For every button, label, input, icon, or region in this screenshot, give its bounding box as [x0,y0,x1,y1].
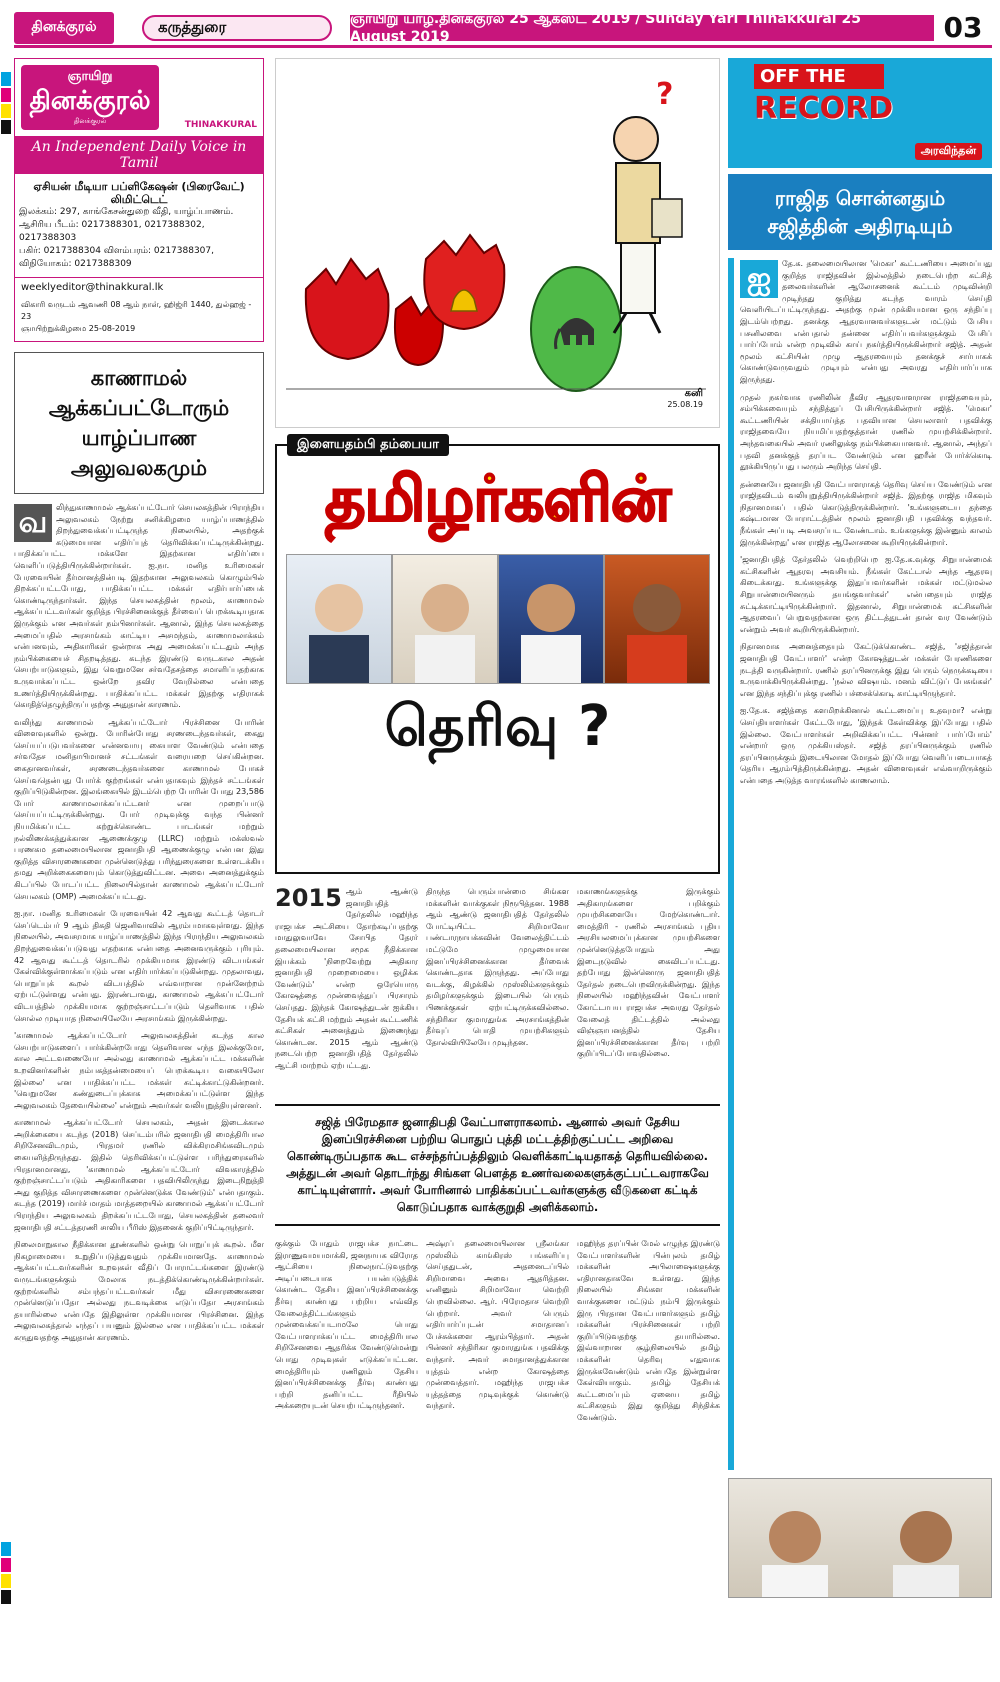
editorial-dropcap: வ [14,504,52,542]
cmyk-cell [1,1558,11,1572]
masthead-logo [21,65,159,130]
feature-paragraph: ஆம் ஆண்டு ஜனாதிபதித் தேர்தலில் மஹிந்த ராஜபக்ச அட்சியை தோற்கடிப்பதற்கு மாதுலுவாவே சோபித தேரர் தலைமையிலான சமூக நீதிக்கான இயக்கம் 'நிறைவேற்று அதிகார ஜனாதிபதி முறைமையை ஒழிக்க வேண்டும்' என்ற ஒரேயொரு கோஷத்தை முன்வைத்துப் பிரசாரம் செய்தது. இந்தக் கோஷத்துடன் ஐக்கிய தேசியக் கட்சி மற்றும் அதன் கூட்டணிக் கட்சிகள் அனைத்தும் இணைந்து கொண்டன. 2015 ஆம் ஆண்டு நடைபெற்ற ஜனாதிபதித் தேர்தலில் ஆட்சி மாற்றம் ஏற்பட்டது. [275,887,418,1070]
date-line: ஞாயிறு யாழ்.தினக்குரல் 25 ஆகஸ்ட் 2019 / Sunday Yarl Thinakkural 25 August 2019 [350,15,934,41]
masthead-day: ஞாயிறு [67,69,113,84]
cartoon-signature [667,388,703,409]
otr-title-line2: RECORD [754,91,894,126]
feature-column: குக்கும் போதும் ராஜபக்ச நாட்டை இராணுவமயமாக்கி, ஜனநாயக விரோத ஆட்சியை நிலைநாட்டுவதற்கு அடிப்படையாக பயன்படுத்திக் கொண்ட தேசிய இனப்பிரச்சினைக்கு தீர்வு காண்பது பற்றிய எவ்வித வேலைத்திட்டங்களும் முன்வைக்கப்படாமலே பொது வேட்பாளராக்கப்பட்ட மைத்திரிபால சிறிசேனவை ஆதரிக்க வேண்டுமென்று பொது முடிவுகள் எடுக்கப்பட்டன. மைத்திரியும் ரணிலும் தேசிய இனப்பிரச்சினைக்கு தீர்வு காண்பது பற்றி தனிப்பட்ட ரீதியில் அக்கறையுடன் செயற்பட்டிருந்தனர். [275,1239,418,1411]
editorial-headline: காணாமல் ஆக்கப்பட்டோரும் யாழ்ப்பாண அலுவலகமும் [14,352,264,494]
feature-column: அஷ்ரப் தலைமையிலான ஸ்ரீலங்கா முஸ்லிம் காங்கிரஸ் பங்களிப்பு செய்ததுடன், அதனைடப்பில் சிறிமாவை அவை ஆதரித்தன. எனினும் சிறிமாவோ வெற்றி பெறவில்லை. ஆர். பிரேமதாச வெற்றி பெற்றார். அவர் பெரும் எதிர்பார்ப்புடன் சமாதானப் பேச்சுக்களை ஆரம்பித்தார். அதன் பின்னர் சந்திரிகா குமாரதுங்க பதவிக்கு வந்தார். அவர் சமாதானத்துக்கான யுத்தம் என்ற கோஷத்தை முன்வைத்தார். மஹிந்த ராஜபக்ச யுத்தத்தை முடிவுக்குக் கொண்டு வந்தார். [426,1239,569,1411]
editorial-paragraph: நிலைமாறுகால நீதிக்கான தூண்களில் ஒன்று பொறுப்புக் கூறல். மீள நிகழாமையை உறுதிப்படுத்துவதும் முக்கியமானதே. காணாமல் ஆக்கப்பட்டவர்களின் உறவுகள் வீதிப் போராட்டங்களை இரண்டு வருடங்களுக்கும் மேலாக நடத்திக்கொண்டிருக்கின்றார்கள். குற்றங்களில் சம்பந்தப்பட்டவர்கள் மீது விசாரணைகளை முன்னெடுப்பதோ அல்லது நடவடிக்கை எடுப்பதோ அரசாங்கம் தயாரில்லை என்பதே இதிலுள்ள முக்கியமான பிரச்சினை. இந்த அலுவலகத்தால் எந்தப் பயனும் இல்லை என பாதிக்கப்பட்ட மக்கள் கருதுவதற்கு அதுதான் காரணம். [14,1240,264,1342]
feature-pull-quote: சஜித் பிரேமதாச ஜனாதிபதி வேட்பாளராகலாம். ஆனால் அவர் தேசிய இனப்பிரச்சினை பற்றிய பொதுப் புத்தி மட்டத்திற்குட்பட்ட அறிவை கொண்டிருப்பதாக கூட எச்சந்தர்ப்பத்திலும் வெளிக்காட்டியதாகத் தெரியவில்லை. அத்துடன் அவர் தொடர்ந்து சிங்கள பௌத்த உணர்வலைகளுக்குட்பட்டவராகவே காட்டியுள்ளார். அவர் போரினால் பாதிக்கப்பட்டவர்களுக்கு வீடுகளை கட்டிக் கொடுப்பதாக வாக்குறுதி அளிக்கலாம். [275,1104,720,1226]
cmyk-cell [1,1590,11,1604]
svg-text:?: ? [656,77,674,112]
editor-email[interactable]: weeklyeditor@thinakkural.lk [15,277,263,297]
column-body [728,258,992,1470]
feature-subheadline: தெரிவு ? [384,694,611,759]
column-photo [728,1478,992,1598]
feature-year: 2015 [275,886,342,912]
masthead-tagline: An Independent Daily Voice in Tamil [15,136,263,174]
editorial-paragraph: 'காணாமல் ஆக்கப்பட்டோர் அலுவலகத்தின் கடந்த கால செயற்பாடுகளைப் பார்க்கின்றபோது தெளிவான எந்த இலக்குமோ, கால அட்டவணையோ அல்லது காணாமல் ஆக்கப்பட்ட மக்களின் உறவினர்களின் நம்பகத்தன்மையைப் பெறக்கூடிய வகையிலோ இல்லை' என பாதிக்கப்பட்ட மக்கள் சுட்டிக்காட்டுகின்றனர். 'வெறுமனே கண்துடைப்புக்காக அமைக்கப்பட்டுள்ள இந்த அலுவலகம் தேவையில்லை' என்றும் அவர்கள் வலியுறுத்தியுள்ளனர். [14,1031,264,1110]
candidate-photo [286,554,392,684]
cartoon-illustration [276,59,719,427]
person-silhouette-icon [506,563,596,683]
off-the-record-banner [728,58,992,168]
cmyk-strip-top [0,70,12,136]
cmyk-strip-bottom [0,1540,12,1606]
cmyk-cell [1,72,11,86]
political-cartoon [275,58,720,428]
column-paragraph: நிதானமாக அனைத்தையும் கேட்டுக்கொண்ட சஜித், 'சஜித்தான் ஜனாதிபதி வேட்பாளர்' என்ற கோஷத்துடன் மக்கள் பேரணிகளை நடத்தி வருகின்றார். ரணில் தரப்பினருக்கு இது பெரும் நெருக்கடியை உருவாக்கியிருக்கின்றது. 'நல்ல விஷயம். மனம் விட்டுப் பேசுங்கள்' என இந்த சந்திப்புக்கு ரணில் பச்சைக்கொடி காட்டியிருந்தார். [740,642,992,698]
masthead-name-sub: தினக்குரல் [73,117,107,125]
right-column [728,58,992,1668]
publisher-address: இலக்கம்: 297, காங்கேசன்துறை வீதி, யாழ்ப்பாணம். [19,207,234,217]
publisher-info [15,174,263,277]
editorial-paragraph: ஐ.நா. மனித உரிமைகள் பேரவையின் 42 ஆவது கூட்டத் தொடர் செப்டெம்பர் 9 ஆம் திகதி ஜெனிவாவில் ஆரம்பமாகவுள்ளது. இந்த நிலையில், அவசரமாக யாழ்ப்பாணத்தில் இந்த பிராந்திய அலுவலகம் திறந்துவைக்கப்படுவது எதற்காக என்பதை அனைவருக்கும் புரியும். 42 ஆவது கூட்டத் தொடரில் முக்கியமாக இரண்டு விடயங்கள் கேள்விக்குள்ளாக்கப்படும் என எதிர்பார்க்கப்படுகின்றது. முதலாவது, பொறுப்புக் கூறல் விடயத்தில் எவ்வாறான முன்னேற்றம் ஏற்பட்டுள்ளது என்பது. இரண்டாவது, காணாமல் ஆக்கப்பட்டோர் விடயத்தில் முக்கியமாக குற்றஞ்சாட்டப்படும் தெளிவாக பதில் சொல்ல முடியாத நிலையிலேயே அரசாங்கம் இருக்கின்றது. [14,909,264,1023]
feature-column: திருந்த பெரும்பான்மை சிங்கள மக்களின் வாக்குகள் நிரூபித்தன. 1988 ஆம் ஆண்டு ஜனாதிபதித் தேர்தலில் போட்டியிட்ட சிறிமாவோ பண்டாரநாயக்கவின் வேலைத்திட்டம் மட்டுமே முழுமையான இனப்பிரச்சினைக்கான தீர்வைக் கொண்டதாக இருந்தது. அப்போது வடக்கு, கிழக்கில் முஸ்லிம்களுக்கும் தமிழர்களுக்கும் இடையில் பெரும் பிணக்குகள் ஏற்பட்டிருக்கவில்லை. சந்திரிகா குமாரதுங்க அரசாங்கத்தின் தீர்வுப் பொதி முயற்சிகளும் தோல்வியிலேயே முடிந்தன. [426,887,569,1047]
publisher-phones-2: பகிர்: 0217388304 விளம்பரம்: 0217388307, விநியோகம்: 0217388309 [19,246,214,269]
column-paragraph: 'ஜனாதிபதித் தேர்தலில் வெற்றிபெற ஐ.தே.க.வுக்கு சிறுபான்மைக் கட்சிகளின் ஆதரவு அவசியம். நீங்கள் கேட்டால் அந்த ஆதரவு கிடைக்காது. உங்களுக்கு இதுப்பவர்களின் மக்கள் மட்டுமல்ல சிறுபான்மையினரும் தயங்குவார்கள்' என்பதையும் ராஜித சுட்டிக்காட்டியிருக்கின்றார். இதனால், சிறுபான்மைக் கட்சிகளின் ஆதரவைப் பெறுவதற்கான ஒரு திட்டத்துடன் தான் வர வேண்டும் என்றும் அவர் கூறியிருக்கின்றார். [740,555,992,634]
masthead-brand [15,59,263,136]
candidate-photos [277,554,718,684]
person-silhouette-icon [871,1487,981,1597]
header-logo: தினக்குரல் [14,12,114,44]
column-headline: ராஜித சொன்னதும் சஜித்தின் அதிரடியும் [728,174,992,250]
masthead-dateline-2: ஞாயிற்றுக்கிழமை 25-08-2019 [21,324,136,333]
column-author: அரவிந்தன் [915,143,982,160]
cartoonist-name: கனி [684,388,703,399]
column-paragraph: முதல் நகர்வாக ரணிலின் தீவிர ஆதரவாளரான ராஜிதவையும், சம்பிக்கவையும் சந்தித்துப் பேசியிருக்கின்றார் சஜித். 'மெகா' கூட்டணியின் சக்தியாய்த்த பதவியான செயலாளர் பதவிக்கு ராஜிதவையே நியமிப்பதற்குத்தான் ரணில் முயற்சிக்கின்றார். அந்தவகையில் அவர் ரணிலுக்கு நம்பிக்கையானவர். ஆனால், அந்தப் பதவி தனக்குத் தரப்பட வேண்டும் என ஹரீன் போர்க்கொடி தூக்கியிருப்பது பலரும் அறிந்த செய்தி. [740,392,992,472]
page-number: 03 [943,11,983,44]
feature-body-top [275,886,720,1096]
feature-column: மஹிந்த தரப்பின் மேல் எழுந்த இரண்டு வேட்பாளர்களின் பின்புலம் தமிழ் மக்களின் அபிலாஷைகளுக்கு எதிரானதாகவே உள்ளது. இந்த நிலையில் சிங்கள மக்களின் வாக்குகளை மட்டும் நம்பி இருக்கும் இரு பிரதான வேட்பாளர்களும் தமிழ் மக்களின் பிரச்சினைகள் பற்றி குறிப்பிடுவதற்கு தயாரில்லை. இவ்வாறான சூழ்நிலையில் தமிழ் மக்களின் தெரிவு எதுவாக இருக்கவேண்டும் என்பதே இன்றுள்ள கேள்வியாகும். தமிழ் தேசியக் கூட்டமைப்பும் ஏனைய தமிழ் கட்சிகளும் இது குறித்து சிந்திக்க வேண்டும். [577,1239,720,1422]
editorial-body [14,502,264,1637]
person-silhouette-icon [400,563,490,683]
column-paragraph: தே.க. தலைமையிலான 'மெகா' கூட்டணியை அமைப்பது குறித்த ராஜிதவின் இல்லத்தில் நடைபெற்ற கட்சித் தலைவர்களின் ஆலோசனைக் கூட்டம் முடிவின்றி முடிந்தது குறித்து கடந்த வாரம் செய்தி வெளியிடப்பட்டிருந்தது. அதற்கு முன் முக்கியமான ஒரு சந்திப்பு இடம்பெற்றது. தனக்கு ஆதரவானவர்களுடன் மட்டும் பேசிய பசனிலவை என்பதால் தன்னை எதிர்ப்பவர்களுக்கும் பேசிப் பார்ப்போம் என்ற முடிவில் காய் நகர்த்தியிருக்கின்றார் சஜித். அதன் மூலம் கட்சியின் முழு ஆதரவையும் தனக்குச் சார்பாகக் கொண்டுவருவதும் முடியும் என்பது அவரது எதிர்பார்ப்பாக இருந்தது. [740,259,992,384]
editorial-paragraph: காணாமல் ஆக்கப்பட்டோர் செயலகம், அதன் இடைக்கால அறிக்கையை கடந்த (2018) செப்டம்பரில் ஜனாதிபதி மைத்திரிபால சிறிசேனவிடமும், பிரதமர் ரணில் விக்கிரமசிங்கவிடமும் கையளித்திருந்தது. இதில் தெரிவிக்கப்பட்டுள்ள பரிந்துரைகளில் பிரதானமானது, 'காணாமல் ஆக்கப்பட்டோர் விவகாரத்தில் குற்றஞ்சாட்டப்படும் அதிகாரிகளை பதவியிலிருந்து இடைநிறுத்தி அது குறித்த விசாரணைகளை முன்னெடுக்க வேண்டும்' என்பதாகும். கடந்த (2019) மார்ச் மாதம் மாத்தறையில் காணாமல் ஆக்கப்பட்டோர் பிராந்திய அலுவலகம் திறக்கப்பட்டபோது, செயலகத்தின் தலைவர் ஜனாதிபதி சட்டத்தரணி சாலிய பீரிஸ் இதனைக் குறிப்பிட்டிருந்தார். [14,1118,264,1232]
cartoon-date: 25.08.19 [667,400,703,409]
masthead [14,58,264,342]
masthead-dateline [15,297,263,341]
editorial-paragraph: லிந்துகாணாமல் ஆக்கப்பட்டோர் செயலகத்தின் பிராந்திய அலுவலகம் நேற்று சனிக்கிழமை யாழ்ப்பாணத்தில் திறந்துவைக்கப்பட்டிருந்த நிலையில், அதற்குக் கடுமையான எதிர்ப்புத் தெரிவிக்கப்பட்டிருக்கின்றது. பாதிக்கப்பட்ட மக்களே இதற்கான எதிர்ப்பை வெளிப்படுத்தியிருக்கின்றார்கள். ஐ.நா. மனித உரிமைகள் பேரவையின் தீர்மானத்தின்படி இதற்கான அலுவலகம் கொழும்பில் திறக்கப்பட்டபோது, பாதிக்கப்பட்ட மக்கள் எதிர்பார்ப்பைக் கொண்டிருந்தார்கள். இந்த செயலகத்தின் மூலம், காணாமல் ஆக்கப்பட்டவர்கள் குறித்த பிரச்சினைக்குத் தீர்வைப் பெறக்கூடியதாக இருக்கும் என அவர்கள் நம்பினார்கள். ஆனால், இந்த செயலகத்தை அமைப்பதில் அரசாங்கம் காட்டிய அசமந்தம், காணாமலாக்கம் என்பனவும், அதிகாரிகள் ஒன்றாக அது அமைக்கப்பட்டதும் அந்த நம்பிக்கையைச் சிதறடித்தது. கடந்த இரண்டு வருடகால அதன் செயற்பாடுகளும், இது வெறுமனே சர்வதேசத்தை சமாளிப்பதற்காக உருவாக்கப்பட்ட ஒன்றே தவிர வேறில்லை என்பதை உணர்த்தியிருக்கின்றது. பாதிக்கப்பட்ட மக்கள் இதற்கு எதிராகக் கொதித்தெழுந்திருப்பதற்கு அதுதான் காரணம். [14,503,264,710]
column-dropcap: ஐ [740,260,778,298]
cmyk-cell [1,88,11,102]
person-silhouette-icon [294,563,384,683]
person-silhouette-icon [740,1487,850,1597]
cmyk-cell [1,104,11,118]
page-header [14,10,992,48]
candidate-photo [604,554,710,684]
feature-column: மகாணங்களுக்கு இருக்கும் அதிகாரங்களை பறிக்கும் முயற்சிகளையே மேற்கொண்டார். மைத்திரி - ரணில் அரசாங்கம் புதிய அரசியலமைப்புக்கான முயற்சிகளை முன்னெடுத்தபோதும் அது இடைநடுவில் கைவிடப்பட்டது. தற்போது இன்னொரு ஜனாதிபதித் தேர்தல் நடைபெறவிருக்கின்றது. இந்த நிலையில் மஹிந்தவின் வேட்பாளர் கோட்டாபய ராஜபக்ச அவரது தேர்தல் வேலைத் திட்டத்தில் அல்லது விஞ்ஞாபனத்தில் தேசிய இனப்பிரச்சினைக்கான தீர்வு பற்றி குறிப்பிடப்போவதில்லை. [577,887,720,1059]
section-label: கருத்துரை [142,15,332,41]
masthead-side-label: THINAKKURAL [184,120,257,130]
masthead-name: தினக்குரல் [29,86,151,116]
column-paragraph: ஐ.தே.க. சஜித்தை களமிறக்கினால் கூட்டமைப்பு உதவுமா? என்று செய்தியாளர்கள் கேட்டபோது, 'இந்தக் கேள்விக்கு இப்போது பதில் இல்லை. வேட்பாளர்கள் அறிவிக்கப்பட்ட பின்னர் பார்ப்போம்' என்றார் ஒரு முக்கியஸ்தர். சஜித் தரப்பினருக்கும் ரணில் தரப்பினருக்கும் இடையிலான மோதல் இப்போது வெளிப்படையாகத் தெரிய ஆரம்பித்திருக்கின்றது. அதன் விளைவுகள் எவ்வாறிருக்கும் என்பதை அடுத்த வாரங்களில் காணலாம். [740,706,992,785]
feature-headline: தமிழர்களின் [324,462,671,535]
feature-headline-box [275,437,720,874]
cmyk-cell [1,120,11,134]
editorial-paragraph: வலிந்து காணாமல் ஆக்கப்பட்டோர் பிரச்சினை போரின் விளைவுகளில் ஒன்று. போரின்போது சரணடைந்தவர்கள், கைது செய்யப்படுபவர்களை என்னவாயு கையாள வேண்டும் என்பதை சர்வதேச மனிதாபிமானச் சட்டங்கள் வரையறை செய்கின்றன. கைதானவர்கள், சரணடைந்தவர்களை காணாமல் போகச் செய்வதென்பது போர்க் குற்றங்கள் என்பதாகவும் இந்தச் சட்டங்கள் குறிப்பிடுகின்றன. இலங்கையில் இடம்பெற்ற போரின் போது 23,586 போர் காணாமலாக்கப்பட்டனர் என முறைப்பாடு செய்யப்பட்டிருக்கின்றது. போர் முடிவுக்கு வந்த பின்னர் நியமிக்கப்பட்ட கற்றுக்கொண்ட பாடங்கள் மற்றும் நல்லிணக்கத்துக்கான ஆணைக்குழு (LLRC) மற்றும் மக்ஸ்வல் பரணகம தலைமையிலான ஜனாதிபதி ஆணைக்குழு என்பன இது குறித்த விசாரணைகளை முன்னெடுத்து பரிந்துரைகளை உள்ளடக்கிய தமது அறிக்கைகளையும் கொடுத்துவிட்டன. அவை அனைத்துக்கும் கிடப்பில் போடப்பட்ட நிலையில்தான் காணாமல் ஆக்கப்பட்டோர் செயலகம் (OMP) அமைக்கப்பட்டது. [14,717,264,901]
masthead-dateline-1: விகாரி வருடம் ஆவணி 08 ஆம் நாள், ஹிஜ்ரி 1440, துல்ஹஜ் - 23 [21,300,252,321]
cmyk-cell [1,1542,11,1556]
feature-body-bottom [275,1238,720,1586]
publisher-phones: ஆசிரிய பீடம்: 0217388301, 0217388302, 0217388303 [19,220,205,243]
feature-byline: இளையதம்பி தம்பையா [287,434,449,456]
cmyk-cell [1,1574,11,1588]
feature-column [275,886,418,1096]
candidate-photo [498,554,604,684]
middle-column [275,58,720,1668]
candidate-photo [392,554,498,684]
left-column [14,58,264,1668]
column-paragraph: தன்னையே ஜனாதிபதி வேட்பாளராகத் தெரிவு செய்ய வேண்டும் என ராஜிதவிடம் வலியுறுத்தியிருக்கின்றார் சஜித். இதற்கு ராஜித மிகவும் நிதானமாகப் பதில் கொடுத்திருக்கின்றார். 'உங்களுடைய தந்தை கஷ்டமான போராட்டத்தின் மூலம் ஜனாதிபதி பதவிக்கு வந்தவர். நீங்கள் அப்படி அவசரப்பட வேண்டாம். உங்களுக்கு இன்னும் காலம் இருக்கின்றது' என ராஜித ஆலோசனை கூறியிருக்கின்றார். [740,479,992,547]
otr-title-line1: OFF THE [754,64,884,89]
person-silhouette-icon [612,563,702,683]
publisher-name: ஏசியன் மீடியா பப்ளிகேஷன் (பிரைவேட்) லிமிட்டெட் [33,180,245,206]
